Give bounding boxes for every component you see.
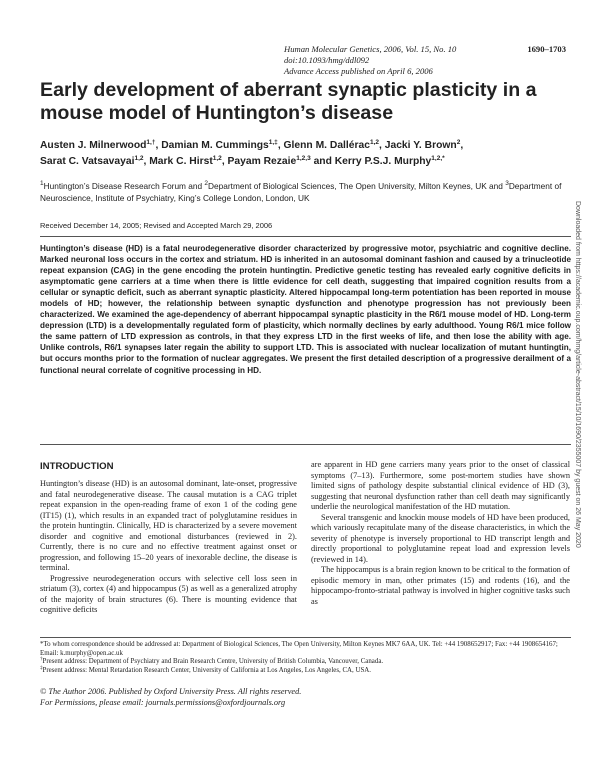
divider	[40, 236, 571, 237]
paragraph: The hippocampus is a brain region known to be critical to the formation of episodic memory in man, other primates (15) and rodents (16), and the hippocampo-fronto-striatal pathway is involved in higher cognitive tasks such as	[311, 565, 570, 606]
doi[interactable]: doi:10.1093/hmg/ddl092	[284, 55, 370, 65]
footnote-address: ‡Present address: Mental Retardation Research Center, University of California at Los Angeles, Los Angeles, CA, USA.	[40, 665, 371, 674]
column-left	[40, 479, 297, 616]
column-right	[311, 460, 570, 607]
advance-access: Advance Access published on April 6, 2006	[284, 66, 433, 76]
author: Glenn M. Dallérac$^{1,2}$	[283, 139, 380, 151]
footnote-correspondence: *To whom correspondence should be addressed at: Department of Biological Sciences, The Open University, Milton Keynes MK7 6AA, UK. Tel: +44 1908652917; Fax: +44 1908654167; Email: k.murphy@open.ac.uk	[40, 641, 558, 657]
abstract: Huntington’s disease (HD) is a fatal neurodegenerative disorder characterized by progressive motor, psychiatric and cognitive decline. Marked neuronal loss occurs in the cortex and striatum. HD is inherited in an autosomal dominant fashion and caused by a trinucleotide repeat expansion (CAG) in the gene encoding the protein huntingtin. Predictive genetic testing has revealed early cognitive deficits in asymptomatic gene carriers at a time when there is little evidence for cell death, suggesting that impaired cognition results from a cellular or synaptic deficit, such as aberrant synaptic plasticity. Altered hippocampal long-term potentiation has been reported in mouse models of HD; however, the relationship between synaptic dysfunction and phenotype progression has not previously been characterized. We examined the age-dependency of aberrant hippocampal synaptic plasticity in the R6/1 mouse model of HD. Long-term depression (LTD) is a developmentally regulated form of plasticity, which normally declines by early adulthood. Young R6/1 mice follow the same pattern of LTD expression as controls, in that they express LTD in the first weeks of life, and then lose the ability with age. Unlike controls, R6/1 synapses later regain the ability to support LTD. This is associated with nuclear localization of mutant huntingtin, but occurs months prior to the formation of nuclear aggregates. We present the first detailed description of a progressive derailment of a functional neural correlate of cognitive processing in HD.	[40, 244, 571, 375]
download-note: Downloaded from https://academic.oup.com/hmg/article-abstract/15/10/1690/2355007 by guest on 26 May 2020	[574, 201, 581, 548]
copyright-notice: © The Author 2006. Published by Oxford University Press. All rights reserved.	[40, 687, 302, 696]
received-dates: Received December 14, 2005; Revised and Accepted March 29, 2006	[40, 221, 273, 230]
author-list: Austen J. Milnerwood$^{1,\dagger}$, Damian M. Cummings$^{1,\ddagger}$, Glenn M. Dallérac$^{1,2}$, Jacki Y. Brown$^2$, Sarat C. Vatsavayai$^{1,2}$, Mark C. Hirst$^{1,2}$, Payam Rezaie$^{1,2,3}$ and Kerry P.S.J. Murphy$^{1,2,*}$	[40, 139, 464, 167]
affiliations: $^1$Huntington’s Disease Research Forum and $^2$Department of Biological Sciences, The Open University, Milton Keynes, UK and $^3$Department of Neuroscience, Institute of Psychiatry, King’s College London, London, UK	[40, 180, 562, 203]
author: Austen J. Milnerwood$^{1,\dagger}$	[40, 139, 156, 151]
author: Damian M. Cummings$^{1,\ddagger}$	[161, 139, 278, 151]
footnotes	[40, 641, 571, 675]
author: Kerry P.S.J. Murphy$^{1,2,*}$	[334, 155, 445, 167]
paragraph: Huntington’s disease (HD) is an autosomal dominant, late-onset, progressive and fatal neurodegenerative disease. The causal mutation is a CAG triplet repeat expansion in the open-reading frame of exon 1 of the coding gene (IT15) (1), which results in an expanded tract of polyglutamine residues in the protein huntingtin. Clinically, HD is characterized by a severe movement disorder and cognitive and emotional disturbances (reviewed in 2). Currently, there is no cure and no effective treatment against onset or progression, and following 15–20 years of inexorable decline, the disease is terminal.	[40, 479, 297, 572]
paragraph: are apparent in HD gene carriers many years prior to the onset of classical symptoms (7–13). Furthermore, some post-mortem studies have shown limited signs of pathology despite substantial clinical evidence of HD (3), suggesting that neuronal dysfunction rather than cell death may significantly underlie the neurological manifestation of the HD mutation.	[311, 460, 570, 511]
divider	[40, 444, 571, 445]
author: Mark C. Hirst$^{1,2}$	[149, 155, 222, 167]
footnote-divider	[40, 637, 571, 638]
author: Sarat C. Vatsavayai$^{1,2}$	[40, 155, 144, 167]
copyright	[40, 686, 301, 708]
footnote-address: †Present address: Department of Psychiatry and Brain Research Centre, University of British Columbia, Vancouver, Canada.	[40, 657, 384, 666]
author: Jacki Y. Brown$^2$	[384, 139, 461, 151]
article-title: Early development of aberrant synaptic plasticity in a mouse model of Huntington’s disease	[40, 79, 537, 124]
journal-citation: Human Molecular Genetics, 2006, Vol. 15, No. 10	[284, 44, 457, 54]
journal-header	[284, 44, 566, 77]
author: Payam Rezaie$^{1,2,3}$	[227, 155, 311, 167]
paragraph: Several transgenic and knockin mouse models of HD have been produced, which variously recapitulate many of the disease characteristics, in which the severity of phenotype is inversely proportional to HD transcript length and directly proportional to polyglutamine repeat load and expression levels (reviewed in 14).	[311, 512, 570, 564]
download-watermark	[569, 201, 593, 691]
section-heading: INTRODUCTION	[40, 461, 114, 472]
paragraph: Progressive neurodegeneration occurs with selective cell loss seen in striatum (3), cortex (4) and hippocampus (5) as well as a generalized atrophy of the majority of brain structures (6). There is mounting evidence that cognitive deficits	[40, 573, 297, 614]
page-range: 1690–1703	[527, 44, 566, 54]
permissions-note[interactable]: For Permissions, please email: journals.permissions@oxfordjournals.org	[40, 698, 286, 707]
